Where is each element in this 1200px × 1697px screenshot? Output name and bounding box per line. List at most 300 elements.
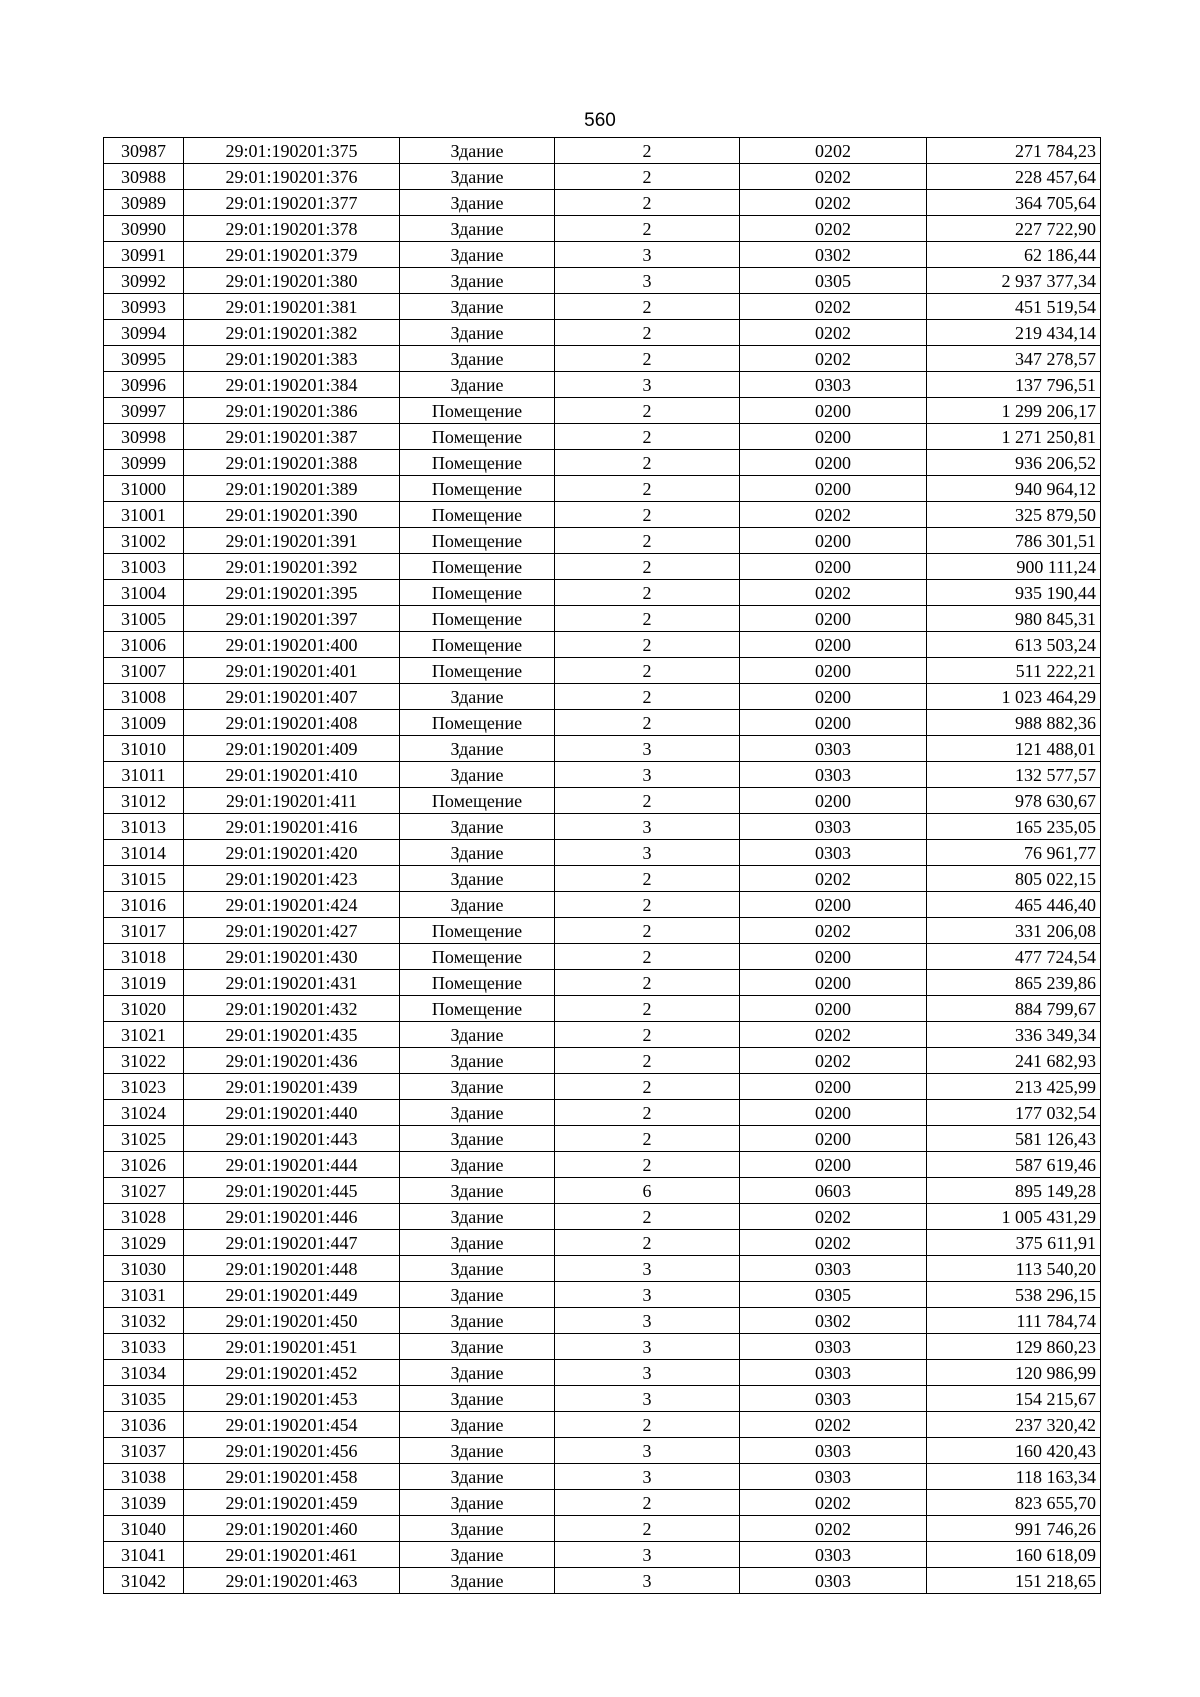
- code-cell: 0202: [740, 502, 927, 528]
- cadastral-number-cell: 29:01:190201:383: [184, 346, 400, 372]
- value-cell: 364 705,64: [927, 190, 1101, 216]
- code-cell: 0303: [740, 1386, 927, 1412]
- table-row: [104, 424, 1101, 450]
- code-cell: 0303: [740, 1542, 927, 1568]
- code-cell: 0303: [740, 840, 927, 866]
- object-type-cell: Здание: [400, 1282, 555, 1308]
- object-type-cell: Помещение: [400, 450, 555, 476]
- object-type-cell: Здание: [400, 1126, 555, 1152]
- table-row: [104, 346, 1101, 372]
- table-row: [104, 632, 1101, 658]
- row-number-cell: 31022: [104, 1048, 184, 1074]
- value-cell: 129 860,23: [927, 1334, 1101, 1360]
- object-type-cell: Здание: [400, 1022, 555, 1048]
- group-cell: 2: [555, 1490, 740, 1516]
- object-type-cell: Здание: [400, 1204, 555, 1230]
- code-cell: 0303: [740, 736, 927, 762]
- cadastral-number-cell: 29:01:190201:459: [184, 1490, 400, 1516]
- value-cell: 62 186,44: [927, 242, 1101, 268]
- code-cell: 0303: [740, 1360, 927, 1386]
- group-cell: 2: [555, 1152, 740, 1178]
- code-cell: 0303: [740, 762, 927, 788]
- row-number-cell: 31041: [104, 1542, 184, 1568]
- cadastral-number-cell: 29:01:190201:427: [184, 918, 400, 944]
- value-cell: 165 235,05: [927, 814, 1101, 840]
- row-number-cell: 31010: [104, 736, 184, 762]
- object-type-cell: Здание: [400, 164, 555, 190]
- table-row: [104, 736, 1101, 762]
- object-type-cell: Помещение: [400, 944, 555, 970]
- cadastral-number-cell: 29:01:190201:376: [184, 164, 400, 190]
- object-type-cell: Здание: [400, 736, 555, 762]
- object-type-cell: Здание: [400, 1386, 555, 1412]
- value-cell: 935 190,44: [927, 580, 1101, 606]
- row-number-cell: 30989: [104, 190, 184, 216]
- object-type-cell: Помещение: [400, 580, 555, 606]
- table-row: [104, 1282, 1101, 1308]
- object-type-cell: Помещение: [400, 476, 555, 502]
- object-type-cell: Здание: [400, 216, 555, 242]
- object-type-cell: Здание: [400, 1074, 555, 1100]
- row-number-cell: 31034: [104, 1360, 184, 1386]
- table-row: [104, 996, 1101, 1022]
- value-cell: 587 619,46: [927, 1152, 1101, 1178]
- object-type-cell: Помещение: [400, 632, 555, 658]
- value-cell: 241 682,93: [927, 1048, 1101, 1074]
- page-number: 560: [584, 110, 616, 131]
- code-cell: 0202: [740, 164, 927, 190]
- table-row: [104, 580, 1101, 606]
- cadastral-number-cell: 29:01:190201:435: [184, 1022, 400, 1048]
- cadastral-number-cell: 29:01:190201:409: [184, 736, 400, 762]
- table-row: [104, 1048, 1101, 1074]
- code-cell: 0200: [740, 996, 927, 1022]
- value-cell: 325 879,50: [927, 502, 1101, 528]
- group-cell: 2: [555, 710, 740, 736]
- group-cell: 2: [555, 866, 740, 892]
- code-cell: 0202: [740, 216, 927, 242]
- group-cell: 2: [555, 1204, 740, 1230]
- object-type-cell: Здание: [400, 1100, 555, 1126]
- group-cell: 2: [555, 606, 740, 632]
- value-cell: 451 519,54: [927, 294, 1101, 320]
- group-cell: 2: [555, 424, 740, 450]
- group-cell: 2: [555, 190, 740, 216]
- registry-table-body: [104, 138, 1101, 1594]
- code-cell: 0202: [740, 1412, 927, 1438]
- row-number-cell: 31026: [104, 1152, 184, 1178]
- value-cell: 375 611,91: [927, 1230, 1101, 1256]
- cadastral-number-cell: 29:01:190201:411: [184, 788, 400, 814]
- table-row: [104, 1230, 1101, 1256]
- code-cell: 0202: [740, 294, 927, 320]
- object-type-cell: Помещение: [400, 996, 555, 1022]
- cadastral-number-cell: 29:01:190201:397: [184, 606, 400, 632]
- group-cell: 2: [555, 320, 740, 346]
- row-number-cell: 30996: [104, 372, 184, 398]
- group-cell: 2: [555, 398, 740, 424]
- object-type-cell: Здание: [400, 294, 555, 320]
- group-cell: 3: [555, 736, 740, 762]
- group-cell: 2: [555, 944, 740, 970]
- table-row: [104, 814, 1101, 840]
- table-row: [104, 268, 1101, 294]
- group-cell: 2: [555, 1230, 740, 1256]
- value-cell: 213 425,99: [927, 1074, 1101, 1100]
- table-row: [104, 606, 1101, 632]
- table-row: [104, 1022, 1101, 1048]
- object-type-cell: Здание: [400, 1230, 555, 1256]
- table-row: [104, 554, 1101, 580]
- code-cell: 0202: [740, 190, 927, 216]
- row-number-cell: 30999: [104, 450, 184, 476]
- table-row: [104, 1386, 1101, 1412]
- row-number-cell: 31033: [104, 1334, 184, 1360]
- group-cell: 2: [555, 658, 740, 684]
- group-cell: 2: [555, 1074, 740, 1100]
- code-cell: 0603: [740, 1178, 927, 1204]
- group-cell: 3: [555, 1308, 740, 1334]
- code-cell: 0303: [740, 814, 927, 840]
- code-cell: 0303: [740, 1464, 927, 1490]
- row-number-cell: 31011: [104, 762, 184, 788]
- cadastral-number-cell: 29:01:190201:431: [184, 970, 400, 996]
- value-cell: 228 457,64: [927, 164, 1101, 190]
- table-row: [104, 970, 1101, 996]
- value-cell: 805 022,15: [927, 866, 1101, 892]
- code-cell: 0305: [740, 1282, 927, 1308]
- code-cell: 0200: [740, 710, 927, 736]
- row-number-cell: 31015: [104, 866, 184, 892]
- code-cell: 0200: [740, 788, 927, 814]
- object-type-cell: Помещение: [400, 970, 555, 996]
- row-number-cell: 30998: [104, 424, 184, 450]
- table-row: [104, 1568, 1101, 1594]
- cadastral-number-cell: 29:01:190201:407: [184, 684, 400, 710]
- code-cell: 0200: [740, 658, 927, 684]
- cadastral-number-cell: 29:01:190201:410: [184, 762, 400, 788]
- group-cell: 3: [555, 1464, 740, 1490]
- object-type-cell: Здание: [400, 1152, 555, 1178]
- object-type-cell: Здание: [400, 1178, 555, 1204]
- group-cell: 2: [555, 502, 740, 528]
- code-cell: 0200: [740, 1152, 927, 1178]
- row-number-cell: 31024: [104, 1100, 184, 1126]
- value-cell: 823 655,70: [927, 1490, 1101, 1516]
- value-cell: 271 784,23: [927, 138, 1101, 164]
- cadastral-number-cell: 29:01:190201:432: [184, 996, 400, 1022]
- row-number-cell: 31003: [104, 554, 184, 580]
- code-cell: 0303: [740, 1334, 927, 1360]
- object-type-cell: Здание: [400, 1542, 555, 1568]
- table-row: [104, 190, 1101, 216]
- value-cell: 137 796,51: [927, 372, 1101, 398]
- cadastral-number-cell: 29:01:190201:395: [184, 580, 400, 606]
- cadastral-number-cell: 29:01:190201:463: [184, 1568, 400, 1594]
- group-cell: 3: [555, 1360, 740, 1386]
- value-cell: 581 126,43: [927, 1126, 1101, 1152]
- group-cell: 3: [555, 1542, 740, 1568]
- group-cell: 2: [555, 216, 740, 242]
- table-row: [104, 138, 1101, 164]
- value-cell: 884 799,67: [927, 996, 1101, 1022]
- row-number-cell: 31031: [104, 1282, 184, 1308]
- table-row: [104, 476, 1101, 502]
- row-number-cell: 31014: [104, 840, 184, 866]
- cadastral-number-cell: 29:01:190201:436: [184, 1048, 400, 1074]
- group-cell: 6: [555, 1178, 740, 1204]
- table-row: [104, 944, 1101, 970]
- cadastral-number-cell: 29:01:190201:380: [184, 268, 400, 294]
- group-cell: 2: [555, 1412, 740, 1438]
- row-number-cell: 30993: [104, 294, 184, 320]
- row-number-cell: 31001: [104, 502, 184, 528]
- cadastral-number-cell: 29:01:190201:449: [184, 1282, 400, 1308]
- cadastral-number-cell: 29:01:190201:424: [184, 892, 400, 918]
- cadastral-number-cell: 29:01:190201:381: [184, 294, 400, 320]
- code-cell: 0303: [740, 1256, 927, 1282]
- registry-table: [103, 137, 1101, 1594]
- cadastral-number-cell: 29:01:190201:382: [184, 320, 400, 346]
- table-row: [104, 502, 1101, 528]
- value-cell: 111 784,74: [927, 1308, 1101, 1334]
- code-cell: 0202: [740, 1048, 927, 1074]
- row-number-cell: 30988: [104, 164, 184, 190]
- group-cell: 2: [555, 346, 740, 372]
- code-cell: 0302: [740, 1308, 927, 1334]
- group-cell: 2: [555, 970, 740, 996]
- table-row: [104, 1100, 1101, 1126]
- group-cell: 3: [555, 268, 740, 294]
- object-type-cell: Здание: [400, 1516, 555, 1542]
- value-cell: 154 215,67: [927, 1386, 1101, 1412]
- cadastral-number-cell: 29:01:190201:453: [184, 1386, 400, 1412]
- table-row: [104, 320, 1101, 346]
- cadastral-number-cell: 29:01:190201:386: [184, 398, 400, 424]
- row-number-cell: 31029: [104, 1230, 184, 1256]
- value-cell: 237 320,42: [927, 1412, 1101, 1438]
- table-row: [104, 658, 1101, 684]
- code-cell: 0202: [740, 1022, 927, 1048]
- object-type-cell: Здание: [400, 1308, 555, 1334]
- value-cell: 160 420,43: [927, 1438, 1101, 1464]
- value-cell: 988 882,36: [927, 710, 1101, 736]
- row-number-cell: 31037: [104, 1438, 184, 1464]
- code-cell: 0200: [740, 398, 927, 424]
- object-type-cell: Здание: [400, 242, 555, 268]
- cadastral-number-cell: 29:01:190201:460: [184, 1516, 400, 1542]
- object-type-cell: Здание: [400, 866, 555, 892]
- object-type-cell: Здание: [400, 1412, 555, 1438]
- value-cell: 347 278,57: [927, 346, 1101, 372]
- cadastral-number-cell: 29:01:190201:439: [184, 1074, 400, 1100]
- group-cell: 2: [555, 918, 740, 944]
- code-cell: 0202: [740, 580, 927, 606]
- code-cell: 0202: [740, 1490, 927, 1516]
- code-cell: 0303: [740, 372, 927, 398]
- object-type-cell: Здание: [400, 1334, 555, 1360]
- value-cell: 613 503,24: [927, 632, 1101, 658]
- value-cell: 1 299 206,17: [927, 398, 1101, 424]
- cadastral-number-cell: 29:01:190201:420: [184, 840, 400, 866]
- cadastral-number-cell: 29:01:190201:440: [184, 1100, 400, 1126]
- value-cell: 336 349,34: [927, 1022, 1101, 1048]
- object-type-cell: Здание: [400, 1048, 555, 1074]
- object-type-cell: Здание: [400, 346, 555, 372]
- code-cell: 0202: [740, 1516, 927, 1542]
- row-number-cell: 30990: [104, 216, 184, 242]
- group-cell: 3: [555, 762, 740, 788]
- value-cell: 1 005 431,29: [927, 1204, 1101, 1230]
- object-type-cell: Здание: [400, 138, 555, 164]
- table-row: [104, 1360, 1101, 1386]
- group-cell: 2: [555, 580, 740, 606]
- cadastral-number-cell: 29:01:190201:388: [184, 450, 400, 476]
- group-cell: 2: [555, 684, 740, 710]
- object-type-cell: Здание: [400, 1464, 555, 1490]
- object-type-cell: Помещение: [400, 424, 555, 450]
- group-cell: 2: [555, 554, 740, 580]
- group-cell: 2: [555, 528, 740, 554]
- table-row: [104, 1438, 1101, 1464]
- row-number-cell: 31006: [104, 632, 184, 658]
- cadastral-number-cell: 29:01:190201:389: [184, 476, 400, 502]
- group-cell: 2: [555, 1048, 740, 1074]
- row-number-cell: 31007: [104, 658, 184, 684]
- table-row: [104, 684, 1101, 710]
- value-cell: 227 722,90: [927, 216, 1101, 242]
- cadastral-number-cell: 29:01:190201:445: [184, 1178, 400, 1204]
- code-cell: 0202: [740, 320, 927, 346]
- table-row: [104, 1412, 1101, 1438]
- cadastral-number-cell: 29:01:190201:454: [184, 1412, 400, 1438]
- row-number-cell: 31012: [104, 788, 184, 814]
- table-row: [104, 1204, 1101, 1230]
- table-row: [104, 216, 1101, 242]
- value-cell: 160 618,09: [927, 1542, 1101, 1568]
- group-cell: 3: [555, 242, 740, 268]
- group-cell: 2: [555, 294, 740, 320]
- value-cell: 1 271 250,81: [927, 424, 1101, 450]
- table-row: [104, 1490, 1101, 1516]
- row-number-cell: 31035: [104, 1386, 184, 1412]
- object-type-cell: Здание: [400, 1256, 555, 1282]
- value-cell: 980 845,31: [927, 606, 1101, 632]
- table-row: [104, 1308, 1101, 1334]
- cadastral-number-cell: 29:01:190201:458: [184, 1464, 400, 1490]
- code-cell: 0305: [740, 268, 927, 294]
- row-number-cell: 30994: [104, 320, 184, 346]
- value-cell: 936 206,52: [927, 450, 1101, 476]
- object-type-cell: Здание: [400, 1438, 555, 1464]
- row-number-cell: 31039: [104, 1490, 184, 1516]
- object-type-cell: Здание: [400, 892, 555, 918]
- cadastral-number-cell: 29:01:190201:416: [184, 814, 400, 840]
- table-row: [104, 840, 1101, 866]
- object-type-cell: Здание: [400, 190, 555, 216]
- object-type-cell: Помещение: [400, 528, 555, 554]
- object-type-cell: Помещение: [400, 554, 555, 580]
- cadastral-number-cell: 29:01:190201:446: [184, 1204, 400, 1230]
- code-cell: 0200: [740, 632, 927, 658]
- table-row: [104, 528, 1101, 554]
- row-number-cell: 31000: [104, 476, 184, 502]
- code-cell: 0202: [740, 1230, 927, 1256]
- cadastral-number-cell: 29:01:190201:430: [184, 944, 400, 970]
- group-cell: 3: [555, 1282, 740, 1308]
- table-row: [104, 398, 1101, 424]
- value-cell: 865 239,86: [927, 970, 1101, 996]
- row-number-cell: 30991: [104, 242, 184, 268]
- cadastral-number-cell: 29:01:190201:452: [184, 1360, 400, 1386]
- object-type-cell: Помещение: [400, 398, 555, 424]
- code-cell: 0200: [740, 554, 927, 580]
- group-cell: 3: [555, 1568, 740, 1594]
- code-cell: 0202: [740, 1204, 927, 1230]
- row-number-cell: 31017: [104, 918, 184, 944]
- value-cell: 991 746,26: [927, 1516, 1101, 1542]
- cadastral-number-cell: 29:01:190201:401: [184, 658, 400, 684]
- value-cell: 151 218,65: [927, 1568, 1101, 1594]
- object-type-cell: Помещение: [400, 788, 555, 814]
- group-cell: 3: [555, 372, 740, 398]
- group-cell: 2: [555, 138, 740, 164]
- table-row: [104, 762, 1101, 788]
- row-number-cell: 31030: [104, 1256, 184, 1282]
- code-cell: 0200: [740, 892, 927, 918]
- object-type-cell: Помещение: [400, 658, 555, 684]
- code-cell: 0202: [740, 866, 927, 892]
- cadastral-number-cell: 29:01:190201:444: [184, 1152, 400, 1178]
- value-cell: 331 206,08: [927, 918, 1101, 944]
- value-cell: 538 296,15: [927, 1282, 1101, 1308]
- cadastral-number-cell: 29:01:190201:450: [184, 1308, 400, 1334]
- row-number-cell: 30997: [104, 398, 184, 424]
- object-type-cell: Помещение: [400, 606, 555, 632]
- code-cell: 0200: [740, 944, 927, 970]
- row-number-cell: 31027: [104, 1178, 184, 1204]
- table-row: [104, 1178, 1101, 1204]
- object-type-cell: Здание: [400, 762, 555, 788]
- object-type-cell: Помещение: [400, 710, 555, 736]
- cadastral-number-cell: 29:01:190201:443: [184, 1126, 400, 1152]
- table-row: [104, 710, 1101, 736]
- code-cell: 0200: [740, 424, 927, 450]
- row-number-cell: 30995: [104, 346, 184, 372]
- cadastral-number-cell: 29:01:190201:456: [184, 1438, 400, 1464]
- code-cell: 0200: [740, 1100, 927, 1126]
- cadastral-number-cell: 29:01:190201:391: [184, 528, 400, 554]
- object-type-cell: Здание: [400, 840, 555, 866]
- code-cell: 0303: [740, 1568, 927, 1594]
- code-cell: 0200: [740, 606, 927, 632]
- object-type-cell: Здание: [400, 1568, 555, 1594]
- cadastral-number-cell: 29:01:190201:423: [184, 866, 400, 892]
- object-type-cell: Здание: [400, 814, 555, 840]
- object-type-cell: Здание: [400, 372, 555, 398]
- cadastral-number-cell: 29:01:190201:387: [184, 424, 400, 450]
- row-number-cell: 31021: [104, 1022, 184, 1048]
- cadastral-number-cell: 29:01:190201:392: [184, 554, 400, 580]
- object-type-cell: Здание: [400, 268, 555, 294]
- object-type-cell: Здание: [400, 1360, 555, 1386]
- value-cell: 900 111,24: [927, 554, 1101, 580]
- value-cell: 120 986,99: [927, 1360, 1101, 1386]
- row-number-cell: 31019: [104, 970, 184, 996]
- group-cell: 2: [555, 450, 740, 476]
- group-cell: 2: [555, 892, 740, 918]
- group-cell: 2: [555, 476, 740, 502]
